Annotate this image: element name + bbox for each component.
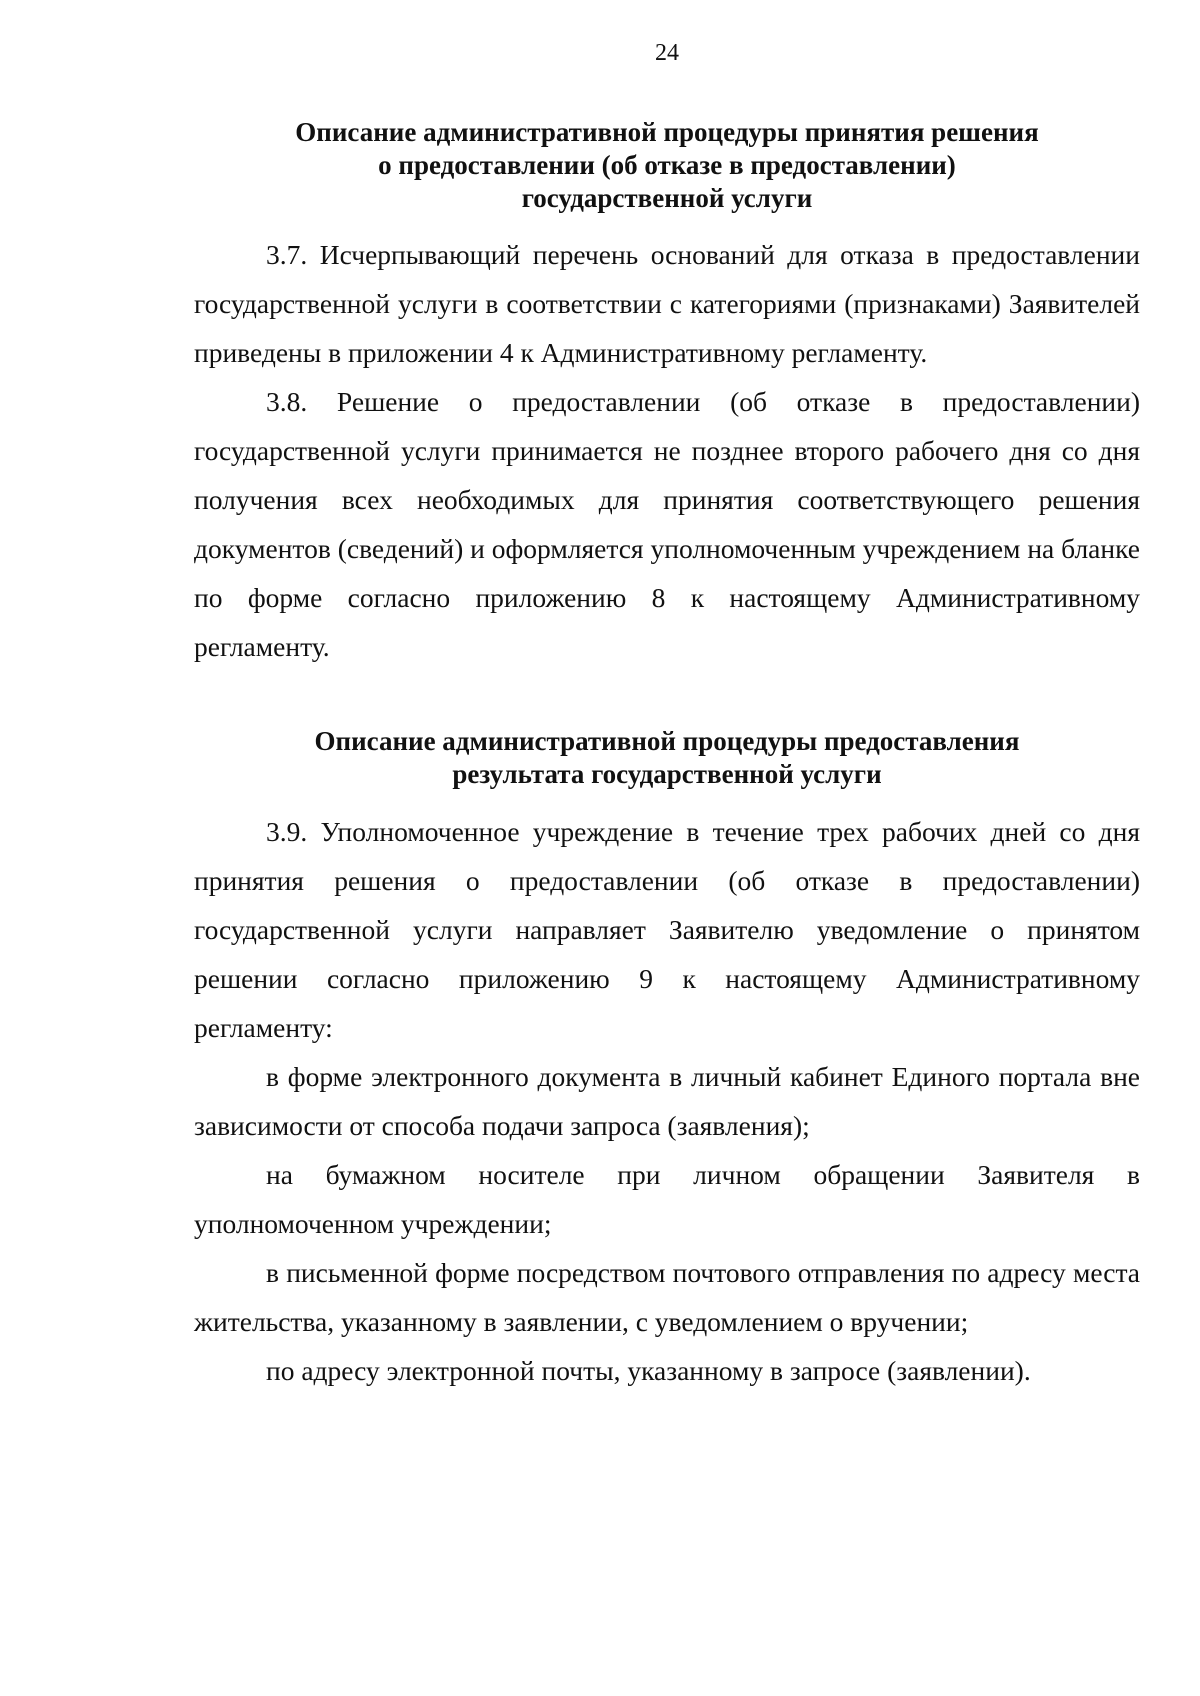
section-heading-decision (194, 116, 1140, 215)
heading-line: государственной услуги (521, 183, 813, 213)
heading-line: результата государственной услуги (452, 759, 882, 789)
section-heading-result (194, 725, 1140, 791)
page-number: 24 (655, 40, 679, 66)
list-item-electronic-document: в форме электронного документа в личный кабинет Единого портала вне зависимости от способа подачи запроса (заявления); (194, 1061, 1140, 1141)
paragraph-3-9: 3.9. Уполномоченное учреждение в течение трех рабочих дней со дня принятия решения о предоставлении (об отказе в предоставлении) государственной услуги направляет Заявителю уведомление о принятом решении согласно приложению 9 к настоящему Административному регламенту: (194, 816, 1140, 1043)
paragraph-3-7: 3.7. Исчерпывающий перечень оснований для отказа в предоставлении государственной услуги в соответствии с категориями (признаками) Заявителей приведены в приложении 4 к Административному регламенту. (194, 239, 1140, 368)
list-item-paper-carrier: на бумажном носителе при личном обращении Заявителя в уполномоченном учреждении; (194, 1159, 1140, 1239)
heading-line: о предоставлении (об отказе в предоставлении) (378, 150, 956, 180)
list-item-postal-mail: в письменной форме посредством почтового отправления по адресу места жительства, указанному в заявлении, с уведомлением о вручении; (194, 1257, 1140, 1337)
list-item-email: по адресу электронной почты, указанному в запросе (заявлении). (266, 1355, 1031, 1386)
heading-line: Описание административной процедуры предоставления (314, 726, 1020, 756)
paragraph-3-8: 3.8. Решение о предоставлении (об отказе в предоставлении) государственной услуги принимается не позднее второго рабочего дня со дня получения всех необходимых для принятия соответствующего решения документов (сведений) и оформляется уполномоченным учреждением на бланке по форме согласно приложению 8 к настоящему Административному регламенту. (194, 386, 1140, 662)
heading-line: Описание административной процедуры принятия решения (295, 117, 1039, 147)
document-body (194, 116, 1140, 1395)
